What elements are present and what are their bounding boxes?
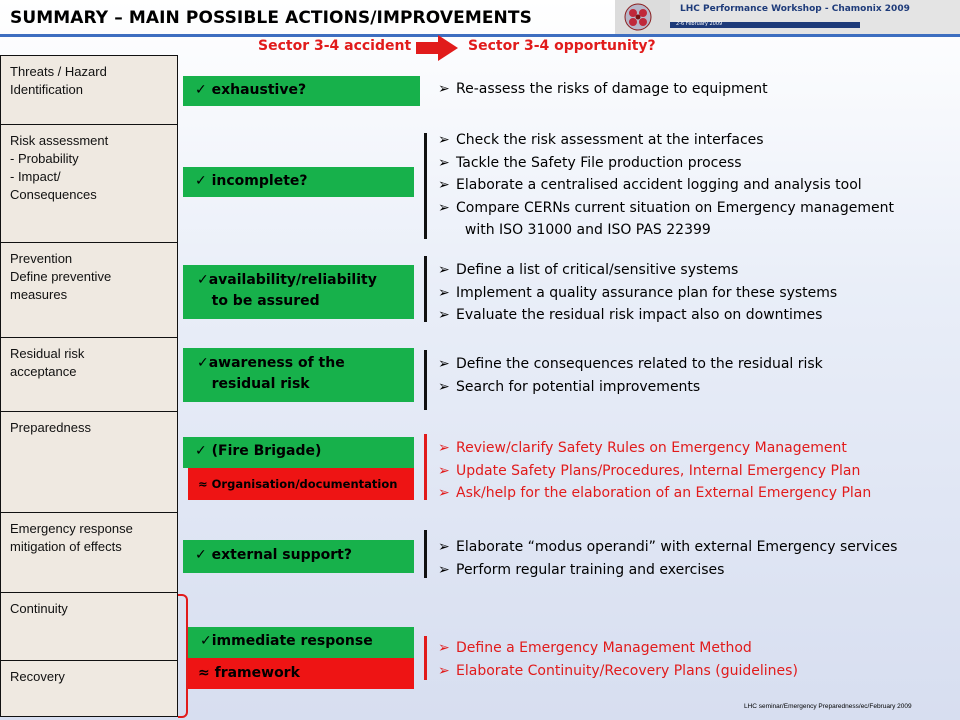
action-item: ➢ Update Safety Plans/Procedures, Internal Emergency Plan [438,460,871,483]
status-line: ✓ incomplete? [195,173,308,189]
sector-accident-label: Sector 3-4 accident [258,38,412,54]
phase-column [0,55,178,717]
group-bar [424,133,427,239]
action-item: ➢ Define the consequences related to the residual risk [438,353,823,376]
sector-opportunity-label: Sector 3-4 opportunity? [468,38,656,54]
phase-row [1,661,177,716]
arrow-bullet-icon: ➢ [438,662,450,679]
action-item: ➢ Compare CERNs current situation on Emergency management [438,197,894,220]
group-bar-red [424,434,427,500]
phase-line: Emergency response [10,521,133,536]
phase-line: mitigation of effects [10,539,122,554]
phase-line: Consequences [10,187,97,202]
workshop-logo-icon [623,2,653,32]
arrow-bullet-icon: ➢ [438,640,450,656]
action-item: ➢ Check the risk assessment at the interfaces [438,129,894,152]
action-item: ➢ Ask/help for the elaboration of an External Emergency Plan [438,482,871,505]
slide-title: SUMMARY – MAIN POSSIBLE ACTIONS/IMPROVEMENTS [10,8,532,28]
phase-line: Prevention [10,251,73,266]
workshop-label: LHC Performance Workshop - Chamonix 2009 [680,4,910,14]
status-box-red: ≈ framework [188,658,414,689]
group-bar-red [424,636,427,680]
arrow-bullet-icon: ➢ [438,462,450,479]
action-item: ➢ Elaborate Continuity/Recovery Plans (guidelines) [438,660,798,683]
right-arrow-icon [414,34,460,62]
arrow-bullet-icon: ➢ [438,485,450,502]
phase-row [1,338,177,412]
group-bar [424,256,427,322]
action-item: ➢ Define a Emergency Management Method [438,637,798,660]
status-box [188,627,414,658]
status-box-red: ≈ Organisation/documentation [188,468,414,500]
status-line: ✓immediate response [200,633,373,649]
footer-note: LHC seminar/Emergency Preparedness/ec/February 2009 [744,703,912,710]
phase-line: acceptance [10,364,77,379]
arrow-bullet-icon: ➢ [438,262,450,278]
action-item: ➢ Perform regular training and exercises [438,559,897,582]
action-item: ➢ Review/clarify Safety Rules on Emergency Management [438,437,871,460]
action-item: ➢ Evaluate the residual risk impact also on downtimes [438,304,837,327]
title-underline [0,34,960,37]
action-group [438,536,897,581]
status-line: ✓awareness of the [197,355,345,371]
group-bar [424,530,427,578]
workshop-banner [615,0,960,34]
phase-row [1,125,177,243]
phase-row [1,513,177,593]
action-group [438,637,798,682]
status-box [183,348,414,402]
phase-line: Define preventive [10,269,112,284]
arrow-bullet-icon: ➢ [438,307,450,324]
action-group [438,78,768,101]
workshop-date: 2-6 February 2009 [676,21,723,27]
phase-line: - Impact/ [10,169,61,184]
phase-line: measures [10,287,68,302]
status-box [183,540,414,573]
action-item: ➢ Define a list of critical/sensitive systems [438,259,837,282]
action-group [438,437,871,505]
status-line: ✓ external support? [195,547,352,563]
phase-line: - Probability [10,151,79,166]
phase-line: Continuity [10,601,68,616]
status-line: ✓availability/reliability [197,272,377,288]
arrow-bullet-icon: ➢ [438,378,450,395]
action-group [438,259,837,327]
arrow-bullet-icon: ➢ [438,154,450,171]
status-line: to be assured [197,293,320,309]
arrow-bullet-icon: ➢ [438,81,450,97]
phase-row [1,412,177,513]
status-box [183,265,414,319]
arrow-bullet-icon: ➢ [438,199,450,216]
phase-row [1,56,177,125]
phase-row [1,243,177,338]
status-box [183,76,420,106]
action-item: ➢ Implement a quality assurance plan for these systems [438,282,837,305]
continuity-recovery-bracket [178,594,188,718]
arrow-bullet-icon: ➢ [438,284,450,301]
arrow-bullet-icon: ➢ [438,539,450,555]
phase-line: Threats / Hazard [10,64,107,79]
action-item: with ISO 31000 and ISO PAS 22399 [456,222,711,239]
phase-line: Preparedness [10,420,91,435]
status-line: ✓ (Fire Brigade) [195,443,322,459]
action-group [438,129,894,242]
arrow-bullet-icon: ➢ [438,356,450,372]
workshop-banner-box [670,0,960,34]
status-line: ✓ exhaustive? [195,82,307,98]
action-item: ➢ Elaborate “modus operandi” with external Emergency services [438,536,897,559]
action-group [438,353,823,398]
action-item: ➢ Tackle the Safety File production process [438,152,894,175]
status-box [183,167,414,197]
action-item: ➢ Re-assess the risks of damage to equipment [438,78,768,101]
arrow-bullet-icon: ➢ [438,561,450,578]
arrow-bullet-icon: ➢ [438,132,450,148]
status-box [183,437,414,468]
phase-row [1,593,177,661]
phase-line: Recovery [10,669,65,684]
action-item: ➢ Search for potential improvements [438,376,823,399]
phase-line: Residual risk [10,346,85,361]
phase-line: Risk assessment [10,133,109,148]
phase-line: Identification [10,82,83,97]
arrow-bullet-icon: ➢ [438,440,450,456]
arrow-bullet-icon: ➢ [438,177,450,194]
group-bar [424,350,427,410]
action-item: ➢ Elaborate a centralised accident logging and analysis tool [438,174,894,197]
status-line: residual risk [197,376,310,392]
